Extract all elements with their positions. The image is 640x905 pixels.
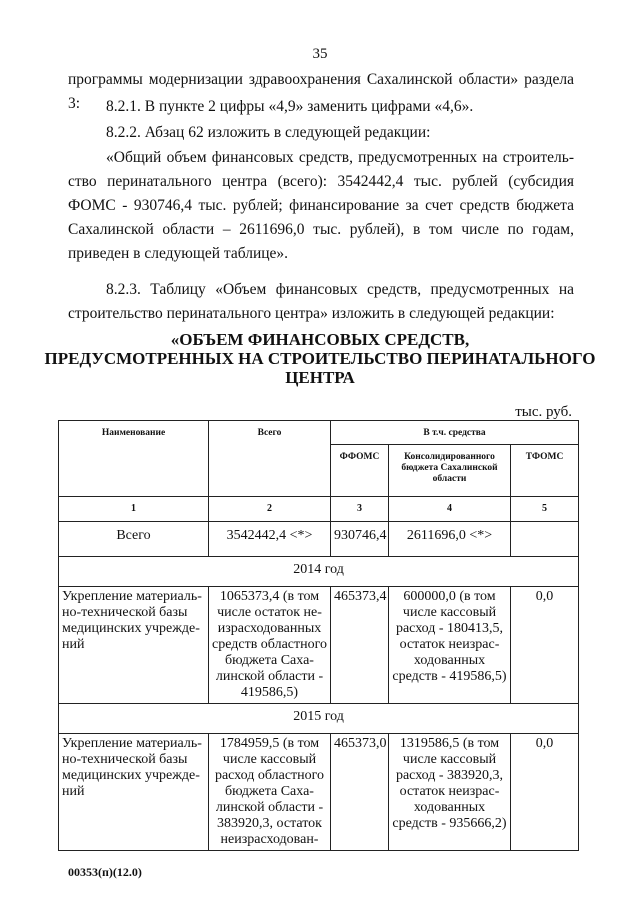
row-name: Укрепление материально-технической базы медицинских учреждений bbox=[59, 587, 209, 704]
header-ffoms: ФФОМС bbox=[331, 445, 389, 497]
col-number: 1 bbox=[59, 497, 209, 522]
paragraph-5: 8.2.3. Таблицу «Объем финансовых средств, предусмотренных на строительство перинатального центра» изложить в следующей редакции: bbox=[68, 281, 574, 322]
table-title bbox=[40, 330, 600, 387]
total-budget: 2611696,0 <*> bbox=[389, 522, 511, 557]
row-budget: 600000,0 (в том числе кассовый расход - 180413,5, остаток неизрасходованных средств - 419586,5) bbox=[389, 587, 511, 704]
year-label-2014: 2014 год bbox=[59, 557, 579, 587]
row-ffoms: 465373,4 bbox=[331, 587, 389, 704]
table-row bbox=[59, 587, 579, 704]
total-name: Всего bbox=[59, 522, 209, 557]
table-header-row bbox=[59, 421, 579, 445]
header-name: Наименование bbox=[59, 421, 209, 497]
year-row bbox=[59, 557, 579, 587]
finance-table bbox=[58, 420, 579, 851]
paragraph-3: 8.2.2. Абзац 62 изложить в следующей редакции: bbox=[106, 124, 431, 141]
col-number: 5 bbox=[511, 497, 579, 522]
total-tfoms bbox=[511, 522, 579, 557]
header-incl: В т.ч. средства bbox=[331, 421, 579, 445]
row-ffoms: 465373,0 bbox=[331, 734, 389, 851]
paragraph-4: «Общий объем финансовых средств, предусмотренных на строительство перинатального центра (всего): 3542442,4 тыс. рублей (субсидия ФОМС - 930746,4 тыс. рублей; финансирование за счет средств бюджета Сахалинской области – 2611696,0 тыс. рублей), в том числе по годам, приведен в следующей таблице». bbox=[68, 149, 574, 262]
table-title-line-2: ПРЕДУСМОТРЕННЫХ НА СТРОИТЕЛЬСТВО ПЕРИНАТАЛЬНОГО bbox=[44, 349, 596, 368]
table-title-line-3: ЦЕНТРА bbox=[285, 368, 355, 387]
unit-label: тыс. руб. bbox=[515, 404, 572, 420]
total-row bbox=[59, 522, 579, 557]
row-budget: 1319586,5 (в том числе кассовый расход - 383920,3, остаток неизрасходованных средств - 935666,2) bbox=[389, 734, 511, 851]
header-total: Всего bbox=[209, 421, 331, 497]
table-row bbox=[59, 734, 579, 851]
row-total: 1065373,4 (в том числе остаток неизрасходованных средств областного бюджета Сахалинской области - 419586,5) bbox=[209, 587, 331, 704]
col-number: 2 bbox=[209, 497, 331, 522]
footer-code: 00353(п)(12.0) bbox=[68, 865, 142, 879]
year-label-2015: 2015 год bbox=[59, 704, 579, 734]
page-number: 35 bbox=[312, 46, 328, 62]
total-total: 3542442,4 <*> bbox=[209, 522, 331, 557]
row-tfoms: 0,0 bbox=[511, 734, 579, 851]
row-total: 1784959,5 (в том числе кассовый расход областного бюджета Сахалинской области - 383920,3, остаток неизрасходован- bbox=[209, 734, 331, 851]
year-row bbox=[59, 704, 579, 734]
row-tfoms: 0,0 bbox=[511, 587, 579, 704]
header-tfoms: ТФОМС bbox=[511, 445, 579, 497]
row-name: Укрепление материально-технической базы медицинских учреждений bbox=[59, 734, 209, 851]
paragraph-1: программы модернизации здравоохранения Сахалинской области» раздела 3: bbox=[68, 71, 574, 112]
col-number: 3 bbox=[331, 497, 389, 522]
column-number-row bbox=[59, 497, 579, 522]
total-ffoms: 930746,4 bbox=[331, 522, 389, 557]
paragraph-2: 8.2.1. В пункте 2 цифры «4,9» заменить цифрами «4,6». bbox=[106, 98, 474, 115]
table-title-line-1: «ОБЪЕМ ФИНАНСОВЫХ СРЕДСТВ, bbox=[170, 330, 470, 349]
col-number: 4 bbox=[389, 497, 511, 522]
header-budget: Консолидированного бюджета Сахалинской области bbox=[389, 445, 511, 497]
